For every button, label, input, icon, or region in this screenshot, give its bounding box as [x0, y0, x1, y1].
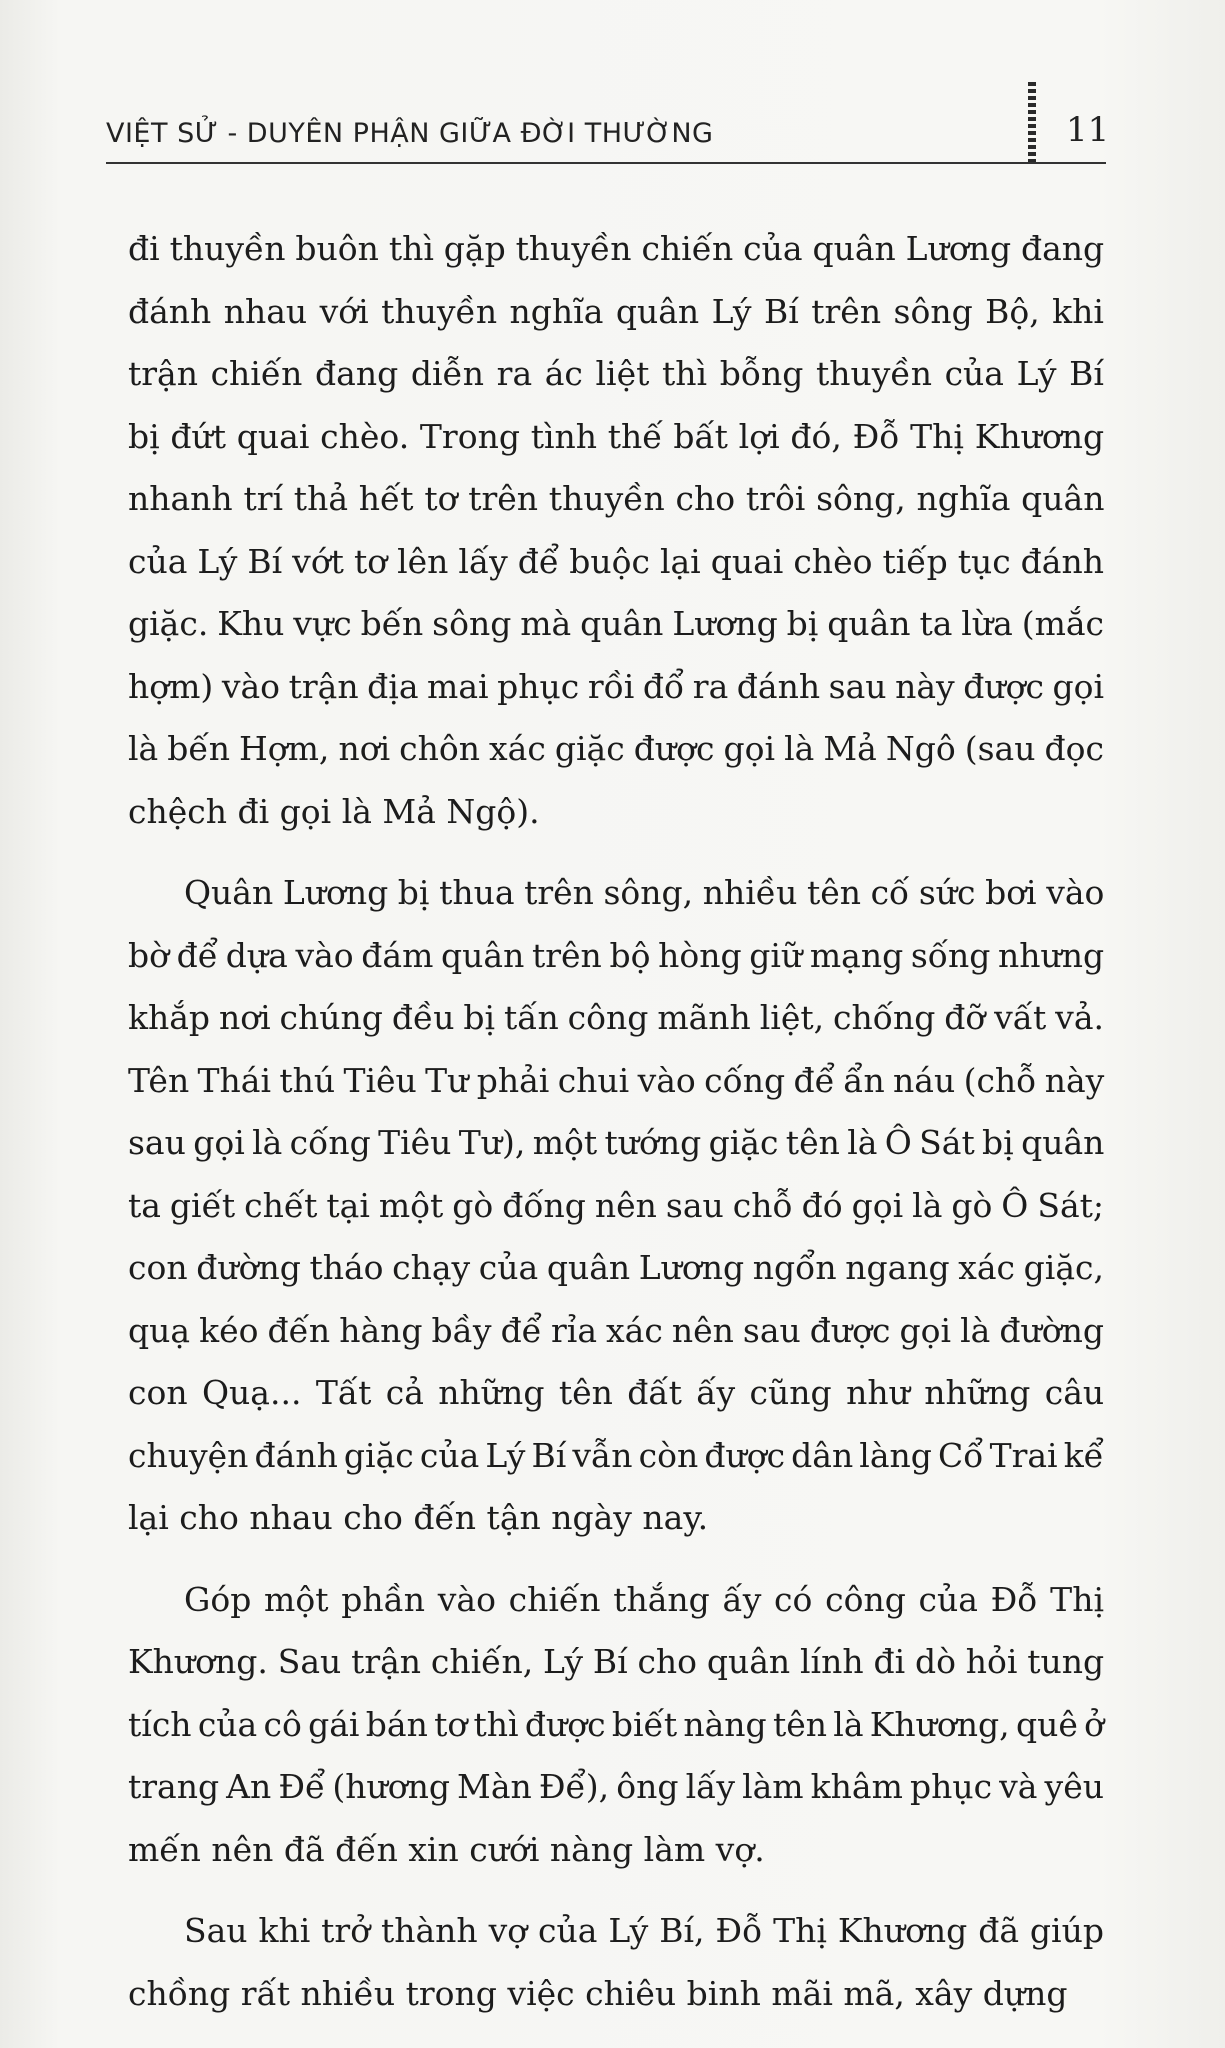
- paragraph: [128, 1569, 1104, 1882]
- header-rule: [106, 162, 1106, 164]
- text-line: chuyện đánh giặc của Lý Bí vẫn còn được dân làng Cổ Trai kể: [128, 1435, 1104, 1475]
- running-title: VIỆT SỬ - DUYÊN PHẬN GIỮA ĐỜI THƯỜNG: [106, 118, 714, 149]
- text-line: đánh nhau với thuyền nghĩa quân Lý Bí trên sông Bộ, khi: [128, 291, 1104, 331]
- text-line: khắp nơi chúng đều bị tấn công mãnh liệt, chống đỡ vất vả.: [128, 998, 1104, 1037]
- body-text: [128, 218, 1104, 2025]
- text-line: Góp một phần vào chiến thắng ấy có công của Đỗ Thị: [184, 1579, 1104, 1619]
- paragraph: [128, 218, 1104, 843]
- text-line: Khương. Sau trận chiến, Lý Bí cho quân lính đi dò hỏi tung: [128, 1642, 1105, 1681]
- header-ornament: [1028, 82, 1036, 164]
- text-line: con đường tháo chạy của quân Lương ngổn ngang xác giặc,: [128, 1248, 1104, 1287]
- text-line: Tên Thái thú Tiêu Tư phải chui vào cống để ẩn náu (chỗ này: [128, 1060, 1105, 1100]
- text-line: trận chiến đang diễn ra ác liệt thì bỗng thuyền của Lý Bí: [128, 354, 1104, 393]
- text-line: Quân Lương bị thua trên sông, nhiều tên cố sức bơi vào: [184, 873, 1105, 912]
- text-line: tích của cô gái bán tơ thì được biết nàng tên là Khương, quê ở: [128, 1704, 1104, 1744]
- text-line: mến nên đã đến xin cưới nàng làm vợ.: [128, 1829, 765, 1869]
- running-header: [106, 110, 1110, 164]
- text-line: bị đứt quai chèo. Trong tình thế bất lợi đó, Đỗ Thị Khương: [128, 416, 1105, 456]
- text-line: đi thuyền buôn thì gặp thuyền chiến của quân Lương đang: [128, 229, 1105, 268]
- text-line: ta giết chết tại một gò đống nên sau chỗ đó gọi là gò Ô Sát;: [128, 1185, 1104, 1225]
- text-line: là bến Hợm, nơi chôn xác giặc được gọi là Mả Ngô (sau đọc: [128, 729, 1104, 768]
- text-line: lại cho nhau cho đến tận ngày nay.: [128, 1498, 709, 1537]
- text-line: nhanh trí thả hết tơ trên thuyền cho trôi sông, nghĩa quân: [128, 479, 1105, 518]
- text-line: sau gọi là cống Tiêu Tư), một tướng giặc tên là Ô Sát bị quân: [128, 1123, 1105, 1162]
- text-line: giặc. Khu vực bến sông mà quân Lương bị quân ta lừa (mắc: [128, 604, 1105, 643]
- text-line: con Quạ... Tất cả những tên đất ấy cũng như những câu: [128, 1373, 1105, 1412]
- text-line: của Lý Bí vớt tơ lên lấy để buộc lại quai chèo tiếp tục đánh: [128, 541, 1104, 581]
- text-line: quạ kéo đến hàng bầy để rỉa xác nên sau được gọi là đường: [128, 1310, 1105, 1350]
- text-line: chồng rất nhiều trong việc chiêu binh mãi mã, xây dựng: [128, 1973, 1068, 2013]
- text-line: hợm) vào trận địa mai phục rồi đổ ra đánh sau này được gọi: [128, 666, 1105, 706]
- text-line: chệch đi gọi là Mả Ngộ).: [128, 791, 540, 831]
- text-line: bờ để dựa vào đám quân trên bộ hòng giữ mạng sống nhưng: [128, 935, 1105, 975]
- text-line: Sau khi trở thành vợ của Lý Bí, Đỗ Thị Khương đã giúp: [184, 1911, 1104, 1950]
- text-line: trang An Để (hương Màn Để), ông lấy làm khâm phục và yêu: [128, 1767, 1104, 1806]
- paragraph: [128, 1900, 1104, 2025]
- page-number: 11: [1066, 110, 1110, 150]
- paragraph: [128, 862, 1104, 1550]
